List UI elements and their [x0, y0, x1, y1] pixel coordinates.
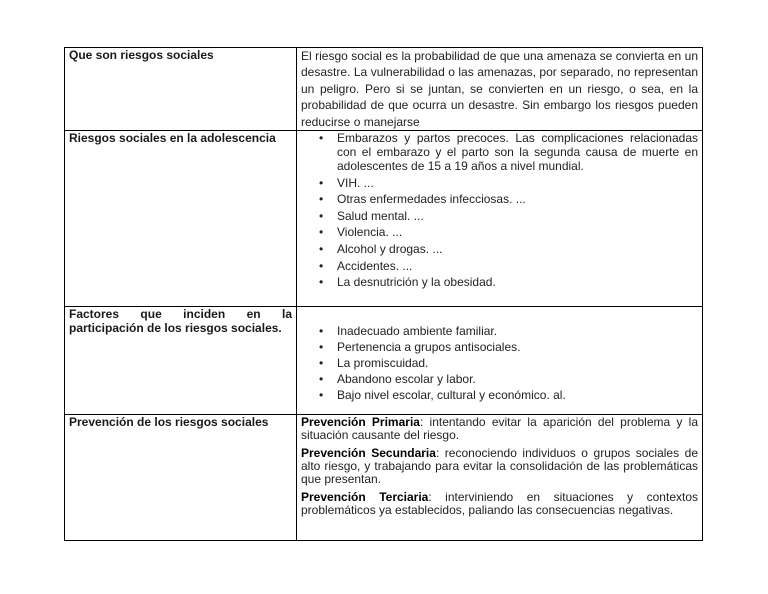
table-row [65, 131, 703, 307]
prevention-desc: : interviniendo en situaciones y contextos problemáticos ya establecidos, paliando las consecuencias negativas. [301, 490, 698, 518]
row-label-adolescencia: Riesgos sociales en la adolescencia [65, 131, 297, 307]
list-item: • Salud mental. ... [337, 209, 698, 223]
prevention-desc: : intentando evitar la aparición del problema y la situación causante del riesgo. [301, 415, 698, 443]
table-row [65, 415, 703, 541]
list-item: • VIH. ... [337, 176, 698, 190]
factors-cell [297, 307, 703, 415]
row-label-que-son: Que son riesgos sociales [65, 48, 297, 131]
list-item: • Embarazos y partos precoces. Las complicaciones relacionadas con el embarazo y el parto son la segunda causa de muerte en adolescentes de 15 a 19 años a nivel mundial. [337, 131, 698, 173]
prevention-tertiary [301, 491, 698, 517]
prevention-desc: : reconociendo individuos o grupos sociales de alto riesgo, y trabajando para evitar la consolidación de las problemáticas que presentan. [301, 446, 698, 487]
document-table [64, 47, 703, 541]
prevention-secondary [301, 447, 698, 486]
definition-text: El riesgo social es la probabilidad de que una amenaza se convierta en un desastre. La vulnerabilidad o las amenazas, por separado, no representan un peligro. Pero si se juntan, se convierten en un riesgo, o sea, en la probabilidad de que ocurra un desastre. Sin embargo los riesgos pueden reducirse o manejarse [297, 48, 703, 131]
list-item: • Pertenencia a grupos antisociales. [337, 339, 698, 355]
table-row [65, 307, 703, 415]
list-item: • Bajo nivel escolar, cultural y económico. al. [337, 387, 698, 403]
risks-cell [297, 131, 703, 307]
prevention-term: Prevención Terciaria [301, 490, 429, 505]
prevention-term: Prevención Primaria [301, 415, 420, 430]
row-label-factores: Factores que inciden en la participación de los riesgos sociales. [65, 307, 297, 415]
list-item: • Otras enfermedades infecciosas. ... [337, 192, 698, 206]
list-item: • La promiscuidad. [337, 355, 698, 371]
prevention-primary [301, 416, 698, 442]
row-label-prevencion: Prevención de los riesgos sociales [65, 415, 297, 541]
prevention-cell [297, 415, 703, 541]
list-item: • Abandono escolar y labor. [337, 371, 698, 387]
risks-list [301, 131, 698, 289]
list-item: • Alcohol y drogas. ... [337, 242, 698, 256]
table-row [65, 48, 703, 131]
list-item: • Violencia. ... [337, 225, 698, 239]
list-item: • Inadecuado ambiente familiar. [337, 323, 698, 339]
prevention-term: Prevención Secundaria [301, 446, 436, 461]
factors-list [301, 323, 698, 403]
list-item: • La desnutrición y la obesidad. [337, 275, 698, 289]
list-item: • Accidentes. ... [337, 259, 698, 273]
